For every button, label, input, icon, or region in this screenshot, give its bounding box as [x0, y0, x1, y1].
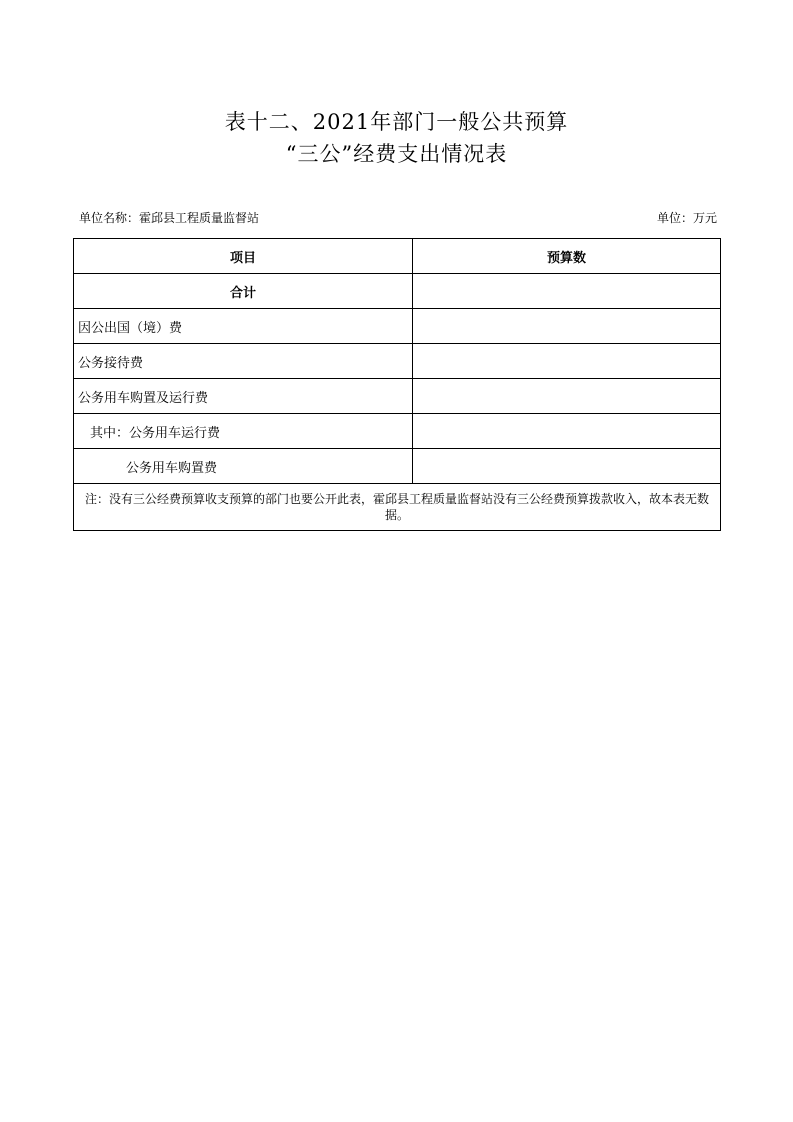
table-row — [74, 449, 721, 484]
table-header-row — [74, 239, 721, 274]
unit-measure-label: 单位：万元 — [656, 211, 717, 225]
table-note-row — [74, 484, 721, 531]
page-title-line1: 表十二、2021年部门一般公共预算 — [224, 110, 569, 134]
row-label-vehicle-operation: 其中：公务用车运行费 — [74, 414, 413, 449]
row-value-reception — [413, 344, 721, 379]
row-value-overseas — [413, 309, 721, 344]
table-row — [74, 344, 721, 379]
row-value-vehicle-purchase — [413, 449, 721, 484]
table-row — [74, 379, 721, 414]
row-label-vehicle-purchase: 公务用车购置费 — [74, 449, 413, 484]
row-label-total: 合计 — [74, 274, 413, 309]
row-label-reception: 公务接待费 — [74, 344, 413, 379]
row-value-total — [413, 274, 721, 309]
row-value-vehicle-operation — [413, 414, 721, 449]
row-label-vehicle: 公务用车购置及运行费 — [74, 379, 413, 414]
table-row — [74, 414, 721, 449]
row-value-vehicle — [413, 379, 721, 414]
budget-table — [73, 238, 721, 531]
table-row — [74, 274, 721, 309]
column-header-item: 项目 — [74, 239, 413, 274]
unit-name-label: 单位名称：霍邱县工程质量监督站 — [79, 211, 260, 225]
column-header-budget: 预算数 — [413, 239, 721, 274]
row-label-overseas: 因公出国（境）费 — [74, 309, 413, 344]
table-row — [74, 309, 721, 344]
page-title-line2: “三公”经费支出情况表 — [285, 142, 508, 166]
table-note: 注：没有三公经费预算收支预算的部门也要公开此表，霍邱县工程质量监督站没有三公经费预算拨款收入，故本表无数据。 — [74, 484, 721, 531]
